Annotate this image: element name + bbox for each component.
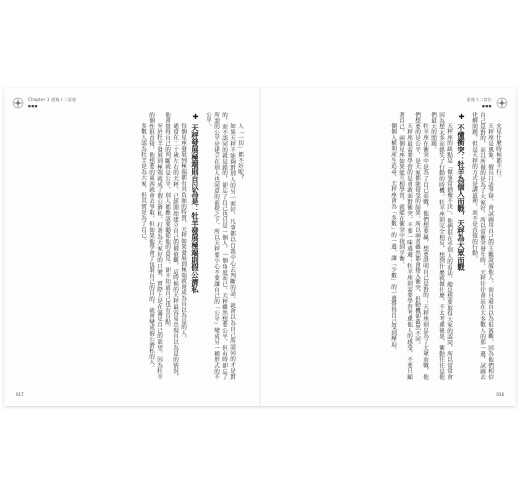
paragraph: 牡羊座在衝突中是為了自己而戰，他們想要贏，想要證明自己是對的；天秤座則是為了大眾而戰，他們想要的是公平，是大家都能接受的結果。所以兩者雖然都會捲入衝突，但動機卻截然不同。 [414,112,428,380]
left-body-text [18,112,244,380]
star-sign-icon [12,94,24,106]
paragraph: 天秤座是風象，擅長口語爭辯，會試圖用自己的主觀說服他人，而且還自以為很客觀。因為他們相信自己是對的，而且所做的是為了大家好，所以當衝突發生時，天秤往往會站在大多數人的那一邊，試圖去化解問題，但是天秤的方式是講道理，而不是直接的行動。 [471,112,493,380]
star-sign-icon [496,94,508,106]
right-body-text [276,112,502,380]
paragraph: 至於牡羊發展到極端就成了假公濟私，打著為大家好的口號，實際上是在滿足自己的欲望。因為牡羊的個性很直接，他想要的東西就會去爭取，但如果他學會了包裝自己的目的，就會變成假公濟私的人。 [148,112,162,380]
paragraph: 天秤座的缺點是「做事常猶豫不決」，他們很在乎別人的看法，總是想要取得大家的認同，所以常常會因為想太多而錯失了行動的時機。牡羊座則完全相反，想到什麼就做什麼，不太考慮後果，衝動往往是他們最大的問題。 [430,112,452,380]
running-head: 星座十二宮位 [466,97,492,102]
book-spread [4,88,516,406]
paragraph: 天秤座最需要學習的是勇敢面對衝突，不要一味逃避；牡羊座則需要學習考慮他人的感受，不要只顧著自己。兩個星座如果能互相學習，就能在衝突中找到平衡。 [398,112,412,380]
running-head: Chapter 1 透視十二星座 [28,97,77,102]
paragraph: 火星什麼時候都不行。 [495,123,501,181]
right-page [262,88,516,406]
paragraph: 側個人權利產生追尋，天秤座會為「多數」的一邊，讓「少數」的一邊覺得自己受到壓迫。 [390,123,396,354]
section-heading: ✚天秤發展極端則自以為是：牡羊發展極端則假公濟私 [191,112,200,294]
page-number: 016 [496,392,504,397]
book-gutter [259,88,261,406]
running-head-mark: ■■■ [28,104,39,108]
page-number: 017 [16,392,24,397]
paragraph: 通常在二十歲左右的天秤，已經開始建立自己的價值觀，這時候的天秤最容易出現自以為是的情況，他會覺得自己的判斷就是公平，別人都應該要聽從他的意見，卻不知道自己也有盲點。 [164,112,178,380]
paragraph: 如果天秤不能夠對別人的另一面好，凡事都以自我中心去判斷的話，就會以為自己所認同的才是對的，而不認同的就是錯的，卻忘了自己也只是一個人，一個角度而已。天秤雖然想要公平，但有時卻忘了所謂的公平是建立在別人也同意的前提之下，所以天秤要小心不要讓自己的「公平」變成另一種形式的不公平。 [205,112,235,380]
section-heading: ✚不懂衝突：牡羊為個人而戰，天秤為大眾而戰 [457,112,466,272]
left-page [4,88,258,406]
paragraph: 多數人認為牡羊是為大家，但其實是為了自己。 [140,123,146,244]
paragraph: 人「一切」都不好呢？ [237,123,243,181]
paragraph: 每個星座發展到極端都有其負面的特質，天秤如果發展到極端就會成為自以為是的人。 [180,123,186,342]
running-head-mark: ■■■ [481,104,492,108]
plus-icon: ✚ [457,112,466,122]
plus-icon: ✚ [191,112,200,122]
